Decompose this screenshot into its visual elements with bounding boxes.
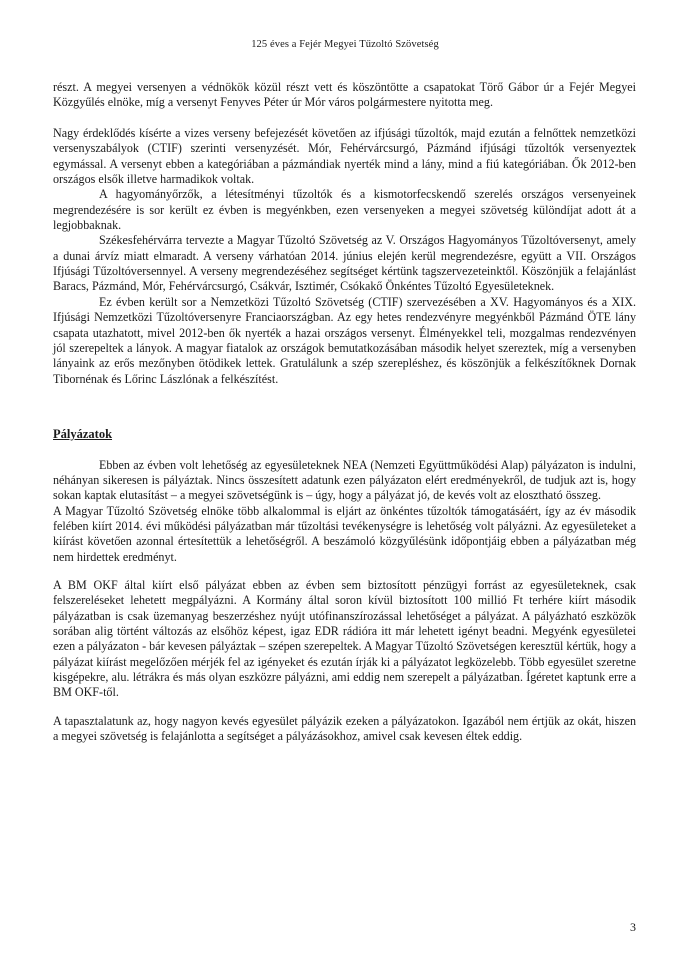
paragraph: A tapasztalatunk az, hogy nagyon kevés egyesület pályázik ezeken a pályázatokon. Igazából nem értjük az okát, hiszen a megyei szövetség is felajánlotta a segítséget a pályázásokhoz, amivel csak kevesen éltek eddig. (53, 713, 636, 744)
page-number: 3 (630, 920, 636, 934)
running-header: 125 éves a Fejér Megyei Tűzoltó Szövetség (251, 39, 439, 50)
paragraph: A BM OKF által kiírt első pályázat ebben az évben sem biztosított pénzügyi forrást az egyesületeknek, csak felszereléseket lehetett megpályázni. A Kormány által soron kívül biztosított 100 millió Ft terhére kiírt második pályázatban is csak üzemanyag beszerzéshez nyújt utófinanszírozással lehetőséget a pályázat. A pályázható eszközök sorában alig történt változás az elsőhöz képest, igaz EDR rádióra itt már lehetett igényt beadni. Megyénk egyesületei ezen a pályázaton - bár kevesen pályáztak – szépen szerepeltek. A Magyar Tűzoltó Szövetségen keresztül kértük, hogy a pályázat kiírást megelőzően mérjék fel az igényeket és ezután írják ki a pályázatot legközelebb. Több egyesület szeretne kisgépekre, alu. létrákra és más olyan eszközre pályázni, ami eddig nem szerepelt a pályázatban. Ígéretet kaptunk erre a BM OKF-től. (53, 577, 636, 700)
section-heading: Pályázatok (53, 426, 113, 441)
paragraph: A hagyományőrzők, a létesítményi tűzoltók és a kismotorfecskendő szerelés országos versenyeinek megrendezésére is sor került ez évben is megyénkben, ezen versenyeken a megyei szövetség különdíjat adott át a legjobbaknak. (53, 187, 636, 233)
paragraph: Székesfehérvárra tervezte a Magyar Tűzoltó Szövetség az V. Országos Hagyományos Tűzoltóversenyt, amely a dunai árvíz miatt elmaradt. A verseny várhatóan 2014. június elején kerül megrendezésre, együtt a VII. Országos Ifjúsági Tűzoltóversennyel. A verseny megrendezéséhez segítséget kértünk tagszervezeteinktől. Köszönjük a felajánlást Baracs, Pázmánd, Mór, Fehérvárcsurgó, Csákvár, Isztimér, Csókakő Önkéntes Tűzoltó Egyesületeknek. (53, 233, 636, 294)
paragraph: Nagy érdeklődés kísérte a vizes verseny befejezését követően az ifjúsági tűzoltók, majd ezután a felnőttek nemzetközi versenyszabályok (CTIF) szerinti versenyzését. Mór, Fehérvárcsurgó, Pázmánd ifjúsági tűzoltók versenyeztek egymással. A versenyt ebben a kategóriában a pázmándiak nyerték mind a lány, mind a fiú kategóriában. Ők 2012-ben országos elsők illetve harmadikok voltak. (53, 126, 636, 187)
page-body (53, 80, 636, 744)
paragraph: részt. A megyei versenyen a védnökök közül részt vett és köszöntötte a csapatokat Törő Gábor úr a Fejér Megyei Közgyűlés elnöke, míg a versenyt Fenyves Péter úr Mór város polgármestere nyitotta meg. (53, 80, 636, 110)
paragraph: A Magyar Tűzoltó Szövetség elnöke több alkalommal is eljárt az önkéntes tűzoltók támogatásáért, így az év második felében kiírt 2014. évi működési pályázatban már tűzoltási tevékenységre is lehetőség volt pályázni. Az egyesületeket a kiírást követően azonnal értesítettük a lehetőségről. A beszámoló közgyűlésünk időpontjáig ebben a pályázatban még nem hirdettek eredményt. (53, 503, 636, 564)
paragraph: Ez évben került sor a Nemzetközi Tűzoltó Szövetség (CTIF) szervezésében a XV. Hagyományos és a XIX. Ifjúsági Nemzetközi Tűzoltóversenyre Franciaországban. Az egy hetes rendezvényre megyénkből Pázmánd ÖTE lány csapata utazhatott, mivel 2012-ben ők nyerték a hazai országos versenyt. Élményekkel teli, mozgalmas rendezvényen jól szerepeltek a lányok. A magyar fiatalok az országok bemutatkozásában második helyet szereztek, míg a versenyben lányaink az erős mezőnyben ötödikek lettek. Gratulálunk a szép szerepléshez, és köszönjük a felkészítőknek Dornak Tibornénak és Lőrinc Lászlónak a felkészítést. (53, 294, 636, 386)
paragraph: Ebben az évben volt lehetőség az egyesületeknek NEA (Nemzeti Együttműködési Alap) pályázaton is indulni, néhányan sikeresen is pályáztak. Nincs összesített adatunk ezen pályázaton elért eredményekről, de tudjuk azt is, hogy sokan kaptak elutasítást – a megyei szövetségünk is – úgy, hogy a pályázat jó, de kevés volt az elosztható összeg. (53, 457, 636, 503)
